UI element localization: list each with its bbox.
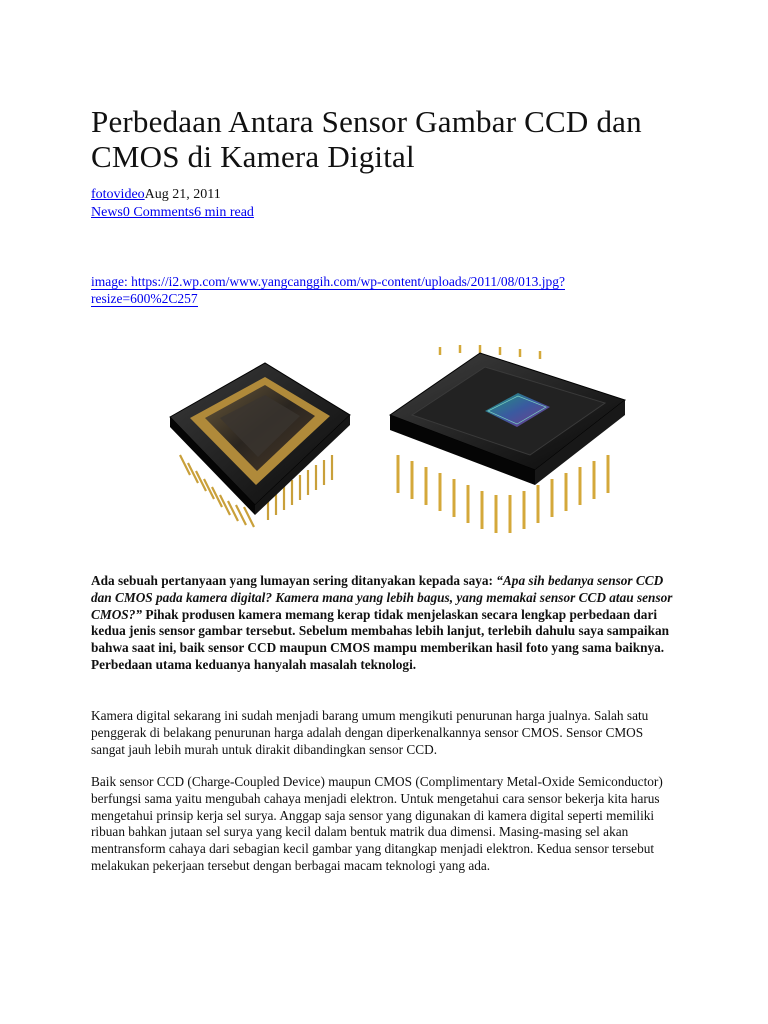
article-categories: [91, 204, 254, 222]
sensor-chips-image: [150, 345, 650, 540]
lead-rest: Pihak produsen kamera memang kerap tidak menjelaskan secara lengkap perbedaan dari kedua jenis sensor gambar tersebut. Sebelum membahas lebih lanjut, terlebih dahulu saya sampaikan bahwa saat ini, baik sensor CCD maupun CMOS mampu memberikan hasil foto yang sama baiknya. Perbedaan utama keduanya hanyalah masalah teknologi.: [91, 606, 670, 672]
body-paragraph-1: Kamera digital sekarang ini sudah menjadi barang umum mengikuti penurunan harga jualnya. Salah satu penggerak di belakang penurunan harga adalah dengan diperkenalkannya sensor CMOS. Sensor CMOS sangat jauh lebih murah untuk dirakit dibandingkan sensor CCD.: [91, 708, 649, 757]
image-url-link[interactable]: image: https://i2.wp.com/www.yangcanggih.com/wp-content/uploads/2011/08/013.jpg?resize=600%2C257: [91, 274, 566, 306]
lead-paragraph: [91, 573, 676, 674]
author-link[interactable]: fotovideo: [91, 187, 145, 202]
lead-intro: Ada sebuah pertanyaan yang lumayan sering ditanyakan kepada saya:: [91, 573, 497, 588]
body-paragraph-2: Baik sensor CCD (Charge-Coupled Device) maupun CMOS (Complimentary Metal-Oxide Semiconductor) berfungsi sama yaitu mengubah cahaya menjadi elektron. Untuk mengetahui cara sensor bekerja kita harus mengetahui prinsip kerja sel surya. Anggap saja sensor yang digunakan di kamera digital seperti memiliki ribuan bahkan jutaan sel surya yang kecil dalam bentuk matrik dua dimensi. Masing-masing sel akan mentransform cahaya dari sebagian kecil gambar yang ditangkap menjadi elektron. Kedua sensor tersebut melakukan pekerjaan tersebut dengan berbagai macam teknologi yang ada.: [91, 774, 663, 873]
article-title: Perbedaan Antara Sensor Gambar CCD dan CMOS di Kamera Digital: [91, 104, 642, 174]
article-meta: [91, 186, 221, 204]
ccd-chip: [170, 363, 350, 527]
publish-date: Aug 21, 2011: [144, 187, 221, 202]
lead-quote: “Apa sih bedanya sensor CCD dan CMOS pada kamera digital? Kamera mana yang lebih bagus, yang memakai sensor CCD atau sensor CMOS?”: [91, 573, 673, 622]
cmos-chip: [390, 345, 625, 533]
image-source-line: [91, 273, 651, 307]
read-time-link[interactable]: 6 min read: [194, 205, 254, 220]
comments-link[interactable]: 0 Comments: [122, 205, 195, 220]
category-link[interactable]: News: [91, 205, 123, 220]
